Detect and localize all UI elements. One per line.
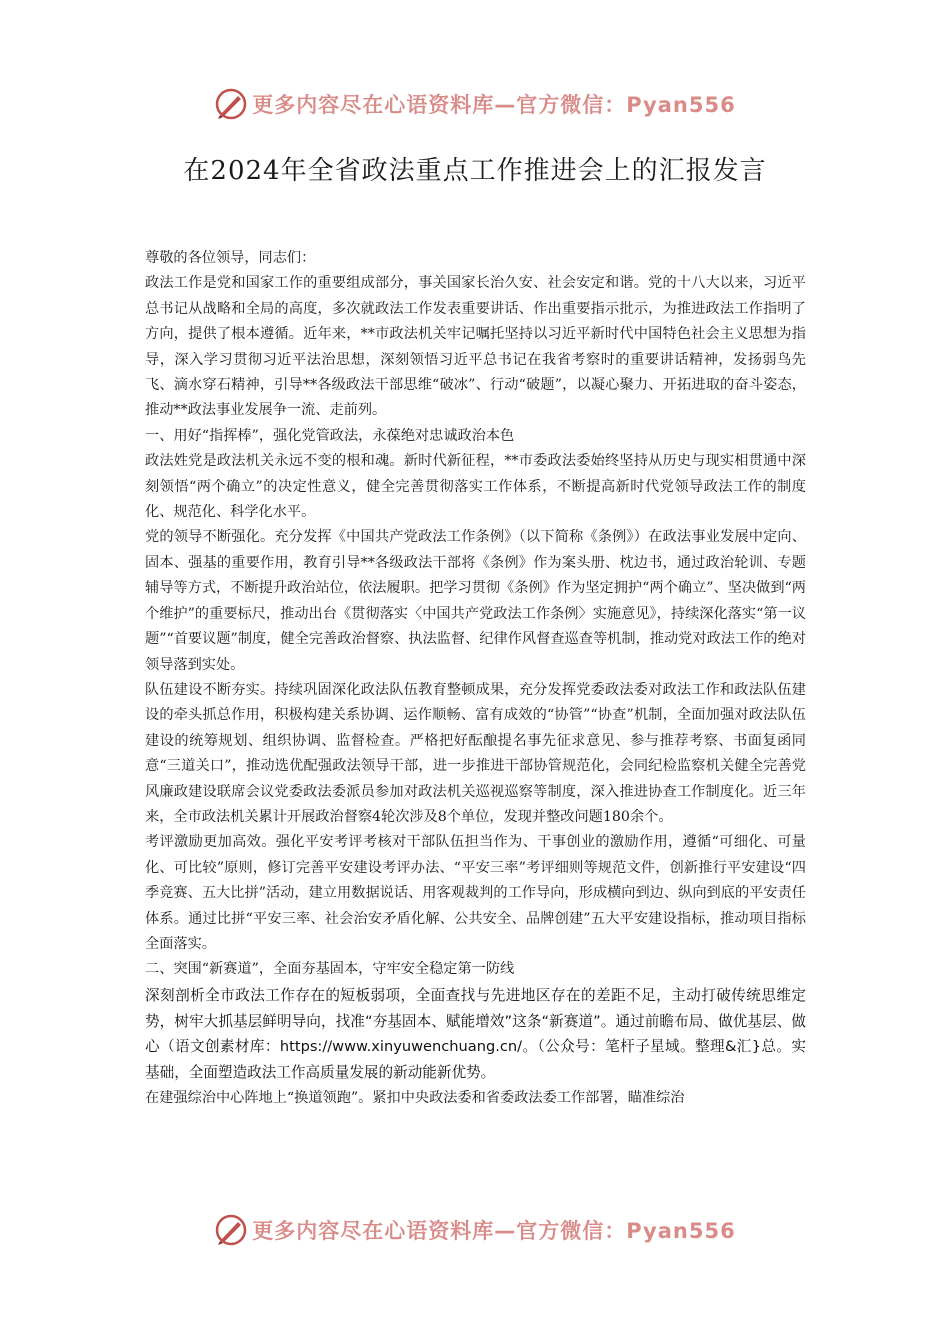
paragraph-comprehensive-center: 在建强综治中心阵地上“换道领跑”。紧扣中央政法委和省委政法委工作部署，瞄准综治 — [145, 1089, 685, 1106]
paragraph-evaluation: 考评激励更加高效。强化平安考评考核对干部队伍担当作为、干事创业的激励作用，遵循“可细化、可量化、可比较”原则，修订完善平安建设考评办法、“平安三率”考评细则等规范文件，创新推行平安建设“四季竞赛、五大比拼”活动，建立用数据说话、用客观裁判的工作导向，形成横向到边、纵向到底的平安责任体系。通过比拼“平安三率、社会治安矛盾化解、公共安全、品牌创建”五大平安建设指标，推动项目指标全面落实。 — [145, 834, 806, 952]
paragraph-team-building: 队伍建设不断夯实。持续巩固深化政法队伍教育整顿成果，充分发挥党委政法委对政法工作和政法队伍建设的牵头抓总作用，积极构建关系协调、运作顺畅、富有成效的“协管”“协查”机制，全面加强对政法队伍建设的统筹规划、组织协调、监督检查。严格把好酝酿提名事先征求意见、参与推荐考察、书面复函同意“三道关口”，推动选优配强政法领导干部，进一步推进干部协管规范化，会同纪检监察机关健全完善党风廉政建设联席会议党委政法委派员参加对政法机关巡视巡察等制度，深入推进协查工作制度化。近三年来，全市政法机关累计开展政治督察4轮次涉及8个单位，发现并整改问题180余个。 — [145, 681, 806, 825]
brush-pen-icon — [214, 1213, 248, 1247]
section-heading-1: 一、用好“指挥棒”，强化党管政法，永葆绝对忠诚政治本色 — [145, 427, 515, 444]
watermark-text: 更多内容尽在心语资料库—官方微信：Pyan556 — [252, 93, 736, 117]
paragraph-party-leadership: 党的领导不断强化。充分发挥《中国共产党政法工作条例》（以下简称《条例》）在政法事业发展中定向、固本、强基的重要作用，教育引导**各级政法干部将《条例》作为案头册、枕边书，通过政治轮训、专题辅导等方式，不断提升政治站位，依法履职。把学习贯彻《条例》作为坚定拥护“两个确立”、坚决做到“两个维护”的重要标尺，推动出台《贯彻落实〈中国共产党政法工作条例〉实施意见》，持续深化落实“第一议题”“首要议题”制度，健全完善政治督察、执法监督、纪律作风督查巡查等机制，推动党对政法工作的绝对领导落到实处。 — [145, 529, 806, 673]
document-body — [145, 246, 806, 1111]
brush-pen-icon — [214, 87, 248, 121]
paragraph-intro: 政法工作是党和国家工作的重要组成部分，事关国家长治久安、社会安定和谐。党的十八大以来，习近平总书记从战略和全局的高度，多次就政法工作发表重要讲话、作出重要指示批示，为推进政法工作指明了方向，提供了根本遵循。近年来，**市政法机关牢记嘱托坚持以习近平新时代中国特色社会主义思想为指导，深入学习贯彻习近平法治思想，深刻领悟习近平总书记在我省考察时的重要讲话精神，发扬弱鸟先飞、滴水穿石精神，引导**各级政法干部思维“破冰”、行动“破题”，以凝心聚力、开拓进取的奋斗姿态，推动**政法事业发展争一流、走前列。 — [145, 275, 806, 419]
document-title: 在2024年全省政法重点工作推进会上的汇报发言 — [183, 156, 767, 186]
section-heading-2: 二、突围“新赛道”，全面夯基固本，守牢安全稳定第一防线 — [145, 961, 515, 978]
salutation: 尊敬的各位领导，同志们： — [145, 250, 316, 266]
paragraph-new-track: 深刻剖析全市政法工作存在的短板弱项，全面查找与先进地区存在的差距不足，主动打破传统思维定势，树牢大抓基层鲜明导向，找准“夯基固本、赋能增效”这条“新赛道”。通过前瞻布局、做优基层、做心（语文创素材库：https://www.xinyuwenchuang.cn/。（公众号：笔杆子星域。整理&汇}总。实基础，全面塑造政法工作高质量发展的新动能新优势。 — [145, 986, 806, 1082]
footer-watermark — [0, 1210, 950, 1250]
watermark-text: 更多内容尽在心语资料库—官方微信：Pyan556 — [252, 1219, 736, 1243]
paragraph-party-root: 政法姓党是政法机关永远不变的根和魂。新时代新征程，**市委政法委始终坚持从历史与现实相贯通中深刻领悟“两个确立”的决定性意义，健全完善贯彻落实工作体系，不断提高新时代党领导政法工作的制度化、规范化、科学化水平。 — [145, 453, 806, 521]
header-watermark — [0, 84, 950, 124]
